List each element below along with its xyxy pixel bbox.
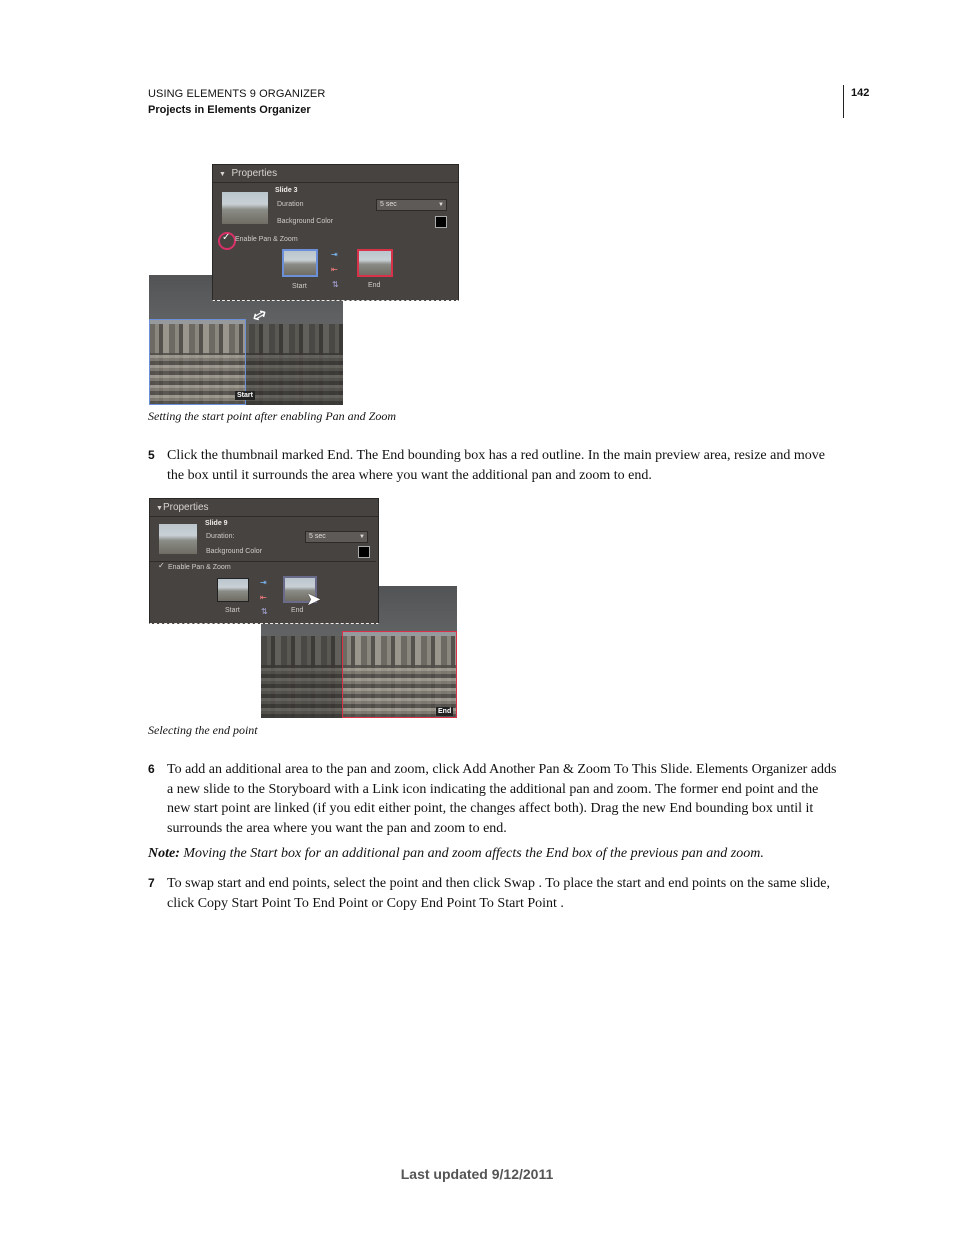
collapse-triangle-icon: ▼ — [219, 171, 226, 178]
bg-color-label: Background Color — [277, 218, 334, 225]
start-label: Start — [292, 283, 307, 290]
step-6 — [148, 760, 840, 838]
properties-panel — [149, 498, 379, 624]
step-5 — [148, 446, 840, 485]
duration-label: Duration — [277, 201, 304, 208]
collapse-triangle-icon: ▼ — [156, 505, 163, 512]
enable-label: Enable Pan & Zoom — [168, 564, 231, 571]
slide-thumbnail — [222, 192, 268, 224]
dropdown-arrow-icon: ▼ — [359, 534, 365, 540]
panel-header[interactable] — [150, 499, 378, 517]
enable-label: Enable Pan & Zoom — [235, 236, 298, 243]
panel-title: Properties — [231, 168, 278, 179]
checkmark-icon: ✓ — [222, 232, 231, 243]
copy-start-to-end-icon[interactable]: ⇥ — [331, 250, 338, 259]
duration-select[interactable] — [376, 199, 447, 211]
slide-label: Slide 3 — [275, 187, 298, 194]
doc-title: USING ELEMENTS 9 ORGANIZER — [148, 88, 326, 100]
divider — [150, 561, 376, 562]
bg-color-label: Background Color — [206, 548, 263, 555]
step-text: Click the thumbnail marked End. The End bounding box has a red outline. In the main preview area, resize and move the box until it surrounds the area where you want the additional pan and zoom to end. — [167, 448, 825, 483]
figure-2-caption: Selecting the end point — [148, 723, 258, 737]
end-tag: End — [438, 708, 452, 715]
end-label: End — [368, 282, 381, 289]
bg-color-swatch[interactable] — [435, 216, 447, 228]
slide-label: Slide 9 — [205, 520, 228, 527]
slide-thumbnail — [159, 524, 197, 554]
section-title: Projects in Elements Organizer — [148, 104, 311, 116]
step-text: To add an additional area to the pan and zoom, click Add Another Pan & Zoom To This Slide. Elements Organizer adds a new slide to the Storyboard with a Link icon indicating the additional pan and zoom. The former end point and the new start point are linked (if you edit either point, the changes affect both). Drag the new End bounding box until it surrounds the area where you want the pan and zoom to end. — [167, 762, 837, 836]
header-divider — [843, 85, 844, 118]
footer-updated: Last updated 9/12/2011 — [400, 1166, 554, 1182]
step-number: 6 — [148, 762, 155, 776]
bg-color-swatch[interactable] — [358, 546, 370, 558]
resize-arrow-icon: ⇔ — [247, 302, 272, 329]
step-text: To swap start and end points, select the point and then click Swap . To place the start and end points on the same slide, click Copy Start Point To End Point or Copy End Point To Start Point . — [167, 876, 831, 911]
note-text: Moving the Start box for an additional pan and zoom affects the End box of the previous pan and zoom. — [183, 846, 764, 861]
step-7 — [148, 874, 840, 913]
figure-1-caption: Setting the start point after enabling Pan and Zoom — [148, 409, 396, 423]
start-label: Start — [225, 607, 240, 614]
mouse-cursor-icon: ➤ — [306, 589, 322, 610]
enable-checkbox[interactable] — [218, 232, 236, 250]
note — [148, 846, 840, 862]
swap-icon[interactable]: ⇅ — [332, 280, 339, 289]
checkmark-icon[interactable]: ✓ — [158, 561, 165, 570]
duration-value: 5 sec — [380, 201, 397, 208]
copy-end-to-start-icon[interactable]: ⇤ — [260, 593, 267, 602]
step-number: 7 — [148, 876, 155, 890]
end-bounding-box[interactable] — [342, 631, 457, 718]
note-label: Note: — [148, 846, 180, 861]
start-tag: Start — [237, 392, 253, 399]
duration-value: 5 sec — [309, 533, 326, 540]
properties-panel — [212, 164, 459, 301]
page-number: 142 — [851, 87, 870, 99]
start-thumbnail[interactable] — [282, 249, 318, 277]
dropdown-arrow-icon: ▼ — [438, 202, 444, 208]
step-number: 5 — [148, 448, 155, 462]
end-thumbnail[interactable] — [357, 249, 393, 277]
start-thumbnail[interactable] — [217, 578, 249, 602]
copy-end-to-start-icon[interactable]: ⇤ — [331, 265, 338, 274]
duration-label: Duration: — [206, 533, 235, 540]
duration-select[interactable] — [305, 531, 368, 543]
copy-start-to-end-icon[interactable]: ⇥ — [260, 578, 267, 587]
start-bounding-box[interactable] — [149, 319, 246, 405]
swap-icon[interactable]: ⇅ — [261, 607, 268, 616]
panel-title: Properties — [162, 502, 209, 513]
panel-header[interactable] — [213, 165, 458, 183]
end-label: End — [291, 607, 304, 614]
